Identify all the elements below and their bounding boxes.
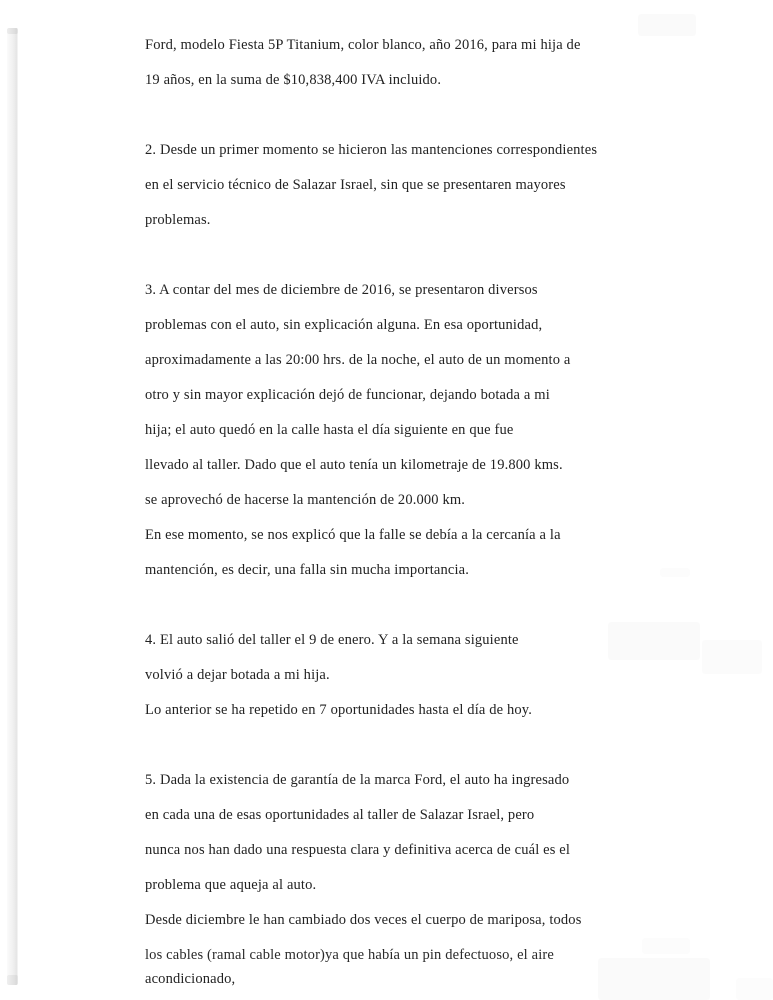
text-line: en cada una de esas oportunidades al taller de Salazar Israel, pero [145, 807, 535, 823]
paragraph-4 [145, 623, 665, 728]
text-line: 3. A contar del mes de diciembre de 2016, se presentaron diversos [145, 282, 538, 298]
text-line: hija; el auto quedó en la calle hasta el día siguiente en que fue [145, 422, 514, 438]
paragraph-3 [145, 273, 665, 588]
scan-edge-strip [7, 28, 18, 985]
text-line: Ford, modelo Fiesta 5P Titanium, color blanco, año 2016, para mi hija de [145, 37, 581, 53]
text-line: problemas. [145, 212, 211, 228]
scan-smudge [702, 640, 762, 674]
text-line: 2. Desde un primer momento se hicieron las mantenciones correspondientes [145, 142, 598, 158]
text-line: acondicionado, [145, 971, 236, 987]
text-line: volvió a dejar botada a mi hija. [145, 667, 330, 683]
text-line: otro y sin mayor explicación dejó de funcionar, dejando botada a mi [145, 387, 550, 403]
text-line: aproximadamente a las 20:00 hrs. de la noche, el auto de un momento a [145, 352, 571, 368]
text-line: se aprovechó de hacerse la mantención de 20.000 km. [145, 492, 466, 508]
text-line: mantención, es decir, una falla sin mucha importancia. [145, 562, 469, 578]
text-line: Lo anterior se ha repetido en 7 oportunidades hasta el día de hoy. [145, 702, 533, 718]
document-body [145, 28, 665, 985]
text-line: nunca nos han dado una respuesta clara y definitiva acerca de cuál es el [145, 842, 571, 858]
text-line: 19 años, en la suma de $10,838,400 IVA incluido. [145, 72, 442, 88]
paragraph-5 [145, 763, 665, 985]
text-line: los cables (ramal cable motor)ya que había un pin defectuoso, el aire [145, 947, 554, 963]
paragraph-2 [145, 133, 665, 238]
text-line: En ese momento, se nos explicó que la falle se debía a la cercanía a la [145, 527, 561, 543]
text-line: problemas con el auto, sin explicación alguna. En esa oportunidad, [145, 317, 543, 333]
text-line: 4. El auto salió del taller el 9 de enero. Y a la semana siguiente [145, 632, 519, 648]
text-line: 5. Dada la existencia de garantía de la marca Ford, el auto ha ingresado [145, 772, 570, 788]
text-line: llevado al taller. Dado que el auto tenía un kilometraje de 19.800 kms. [145, 457, 563, 473]
paragraph-intro [145, 28, 665, 98]
scan-smudge [736, 978, 773, 1000]
text-line: Desde diciembre le han cambiado dos veces el cuerpo de mariposa, todos [145, 912, 582, 928]
text-line: en el servicio técnico de Salazar Israel, sin que se presentaren mayores [145, 177, 566, 193]
text-line: problema que aqueja al auto. [145, 877, 317, 893]
